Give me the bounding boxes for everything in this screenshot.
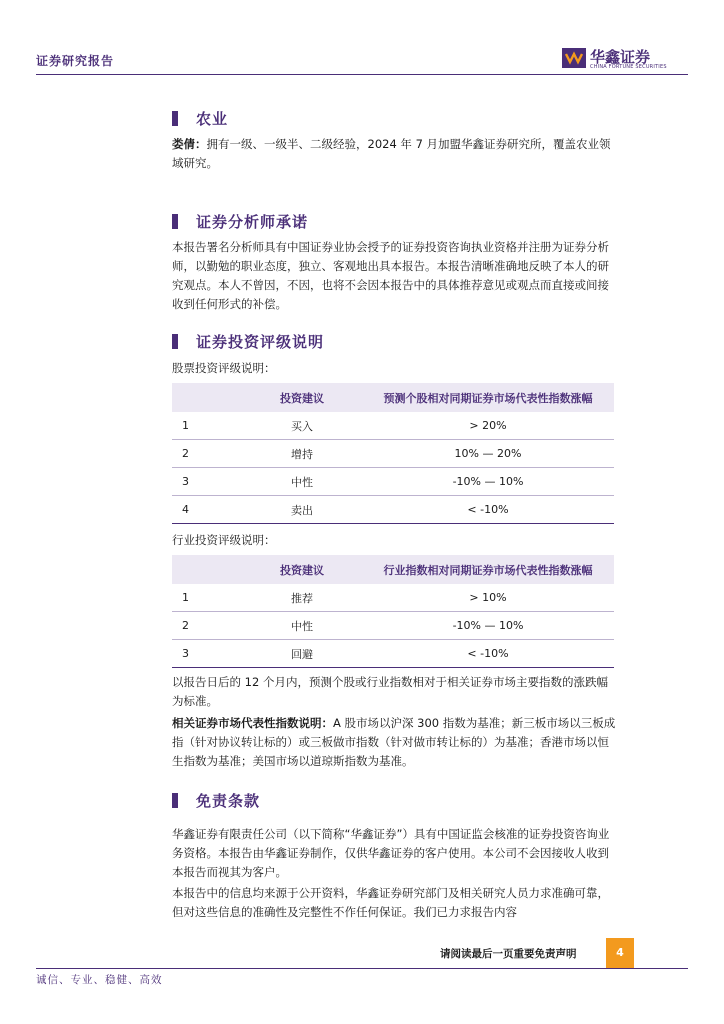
index-description xyxy=(172,714,616,771)
analyst-bio xyxy=(172,135,616,173)
rating-standard-note: 以报告日后的 12 个月内，预测个股或行业指数相对于相关证券市场主要指数的涨跌幅为标准。 xyxy=(172,675,608,708)
analyst-bio-text: 拥有一级、一级半、二级经验，2024 年 7 月加盟华鑫证券研究所，覆盖农业领域研究。 xyxy=(172,137,611,170)
industry-rating-table xyxy=(172,555,614,668)
table-cell: -10% — 10% xyxy=(362,468,614,496)
table-cell: 卖出 xyxy=(242,496,362,524)
table-row xyxy=(172,640,614,668)
footer-divider xyxy=(36,968,688,969)
table-header-row xyxy=(172,555,614,584)
company-logo xyxy=(562,46,667,72)
section-marker xyxy=(172,111,178,126)
table-cell: 2 xyxy=(172,440,242,468)
table-cell: 增持 xyxy=(242,440,362,468)
section-marker xyxy=(172,334,178,349)
section-title: 农业 xyxy=(196,110,229,128)
table-header-cell: 投资建议 xyxy=(242,555,362,584)
table-cell: -10% — 10% xyxy=(362,612,614,640)
table-header-row xyxy=(172,383,614,412)
table-row xyxy=(172,468,614,496)
analyst-promise-text: 本报告署名分析师具有中国证券业协会授予的证券投资咨询执业资格并注册为证券分析师，以勤勉的职业态度，独立、客观地出具本报告。本报告清晰准确地反映了本人的研究观点。本人不曾因，不因，也将不会因本报告中的具体推荐意见或观点而直接或间接收到任何形式的补偿。 xyxy=(172,240,609,311)
footer-motto: 诚信、专业、稳健、高效 xyxy=(36,974,163,986)
index-description-text: A 股市场以沪深 300 指数为基准；新三板市场以三板成指（针对协议转让标的）或三板做市指数（针对做市转让标的）为基准；香港市场以恒生指数为基准；美国市场以道琼斯指数为基准。 xyxy=(172,716,616,768)
table-row xyxy=(172,584,614,612)
section-title: 证券投资评级说明 xyxy=(196,333,325,351)
table-cell: > 10% xyxy=(362,584,614,612)
table-cell: 3 xyxy=(172,468,242,496)
stock-rating-table xyxy=(172,383,614,524)
table-cell: > 20% xyxy=(362,412,614,440)
table-row xyxy=(172,412,614,440)
table-cell: < -10% xyxy=(362,496,614,524)
table-cell: 买入 xyxy=(242,412,362,440)
table-row xyxy=(172,612,614,640)
section-marker xyxy=(172,214,178,229)
section-marker xyxy=(172,793,178,808)
industry-rating-caption: 行业投资评级说明： xyxy=(172,533,276,547)
table-cell: 推荐 xyxy=(242,584,362,612)
table-row xyxy=(172,440,614,468)
section-title: 证券分析师承诺 xyxy=(196,213,309,231)
footer-disclaimer-note: 请阅读最后一页重要免责声明 xyxy=(440,948,577,960)
page-number: 4 xyxy=(606,938,634,968)
table-header-cell xyxy=(172,555,242,584)
table-cell: 1 xyxy=(172,412,242,440)
table-header-cell: 行业指数相对同期证券市场代表性指数涨幅 xyxy=(362,555,614,584)
analyst-name: 娄倩： xyxy=(172,137,207,151)
table-cell: 1 xyxy=(172,584,242,612)
table-cell: 回避 xyxy=(242,640,362,668)
logo-text-en: CHINA FORTUNE SECURITIES xyxy=(590,64,667,70)
table-row xyxy=(172,496,614,524)
disclaimer-paragraph-1: 华鑫证券有限责任公司（以下简称“华鑫证券”）具有中国证监会核准的证券投资咨询业务资格。本报告由华鑫证券制作，仅供华鑫证券的客户使用。本公司不会因接收人收到本报告而视其为客户。 xyxy=(172,827,610,879)
table-cell: < -10% xyxy=(362,640,614,668)
logo-text-cn: 华鑫证券 xyxy=(590,48,651,66)
index-description-label: 相关证券市场代表性指数说明： xyxy=(172,716,333,730)
logo-mark-icon xyxy=(562,48,586,68)
table-cell: 中性 xyxy=(242,612,362,640)
table-cell: 10% — 20% xyxy=(362,440,614,468)
header-title: 证券研究报告 xyxy=(36,54,115,68)
table-cell: 3 xyxy=(172,640,242,668)
stock-rating-caption: 股票投资评级说明： xyxy=(172,361,276,375)
disclaimer-paragraph-2: 本报告中的信息均来源于公开资料，华鑫证券研究部门及相关研究人员力求准确可靠，但对这些信息的准确性及完整性不作任何保证。我们已力求报告内容 xyxy=(172,886,609,919)
header-divider xyxy=(36,74,688,75)
table-cell: 2 xyxy=(172,612,242,640)
table-cell: 4 xyxy=(172,496,242,524)
table-header-cell: 投资建议 xyxy=(242,383,362,412)
table-cell: 中性 xyxy=(242,468,362,496)
table-header-cell: 预测个股相对同期证券市场代表性指数涨幅 xyxy=(362,383,614,412)
table-header-cell xyxy=(172,383,242,412)
section-title: 免责条款 xyxy=(196,792,261,810)
